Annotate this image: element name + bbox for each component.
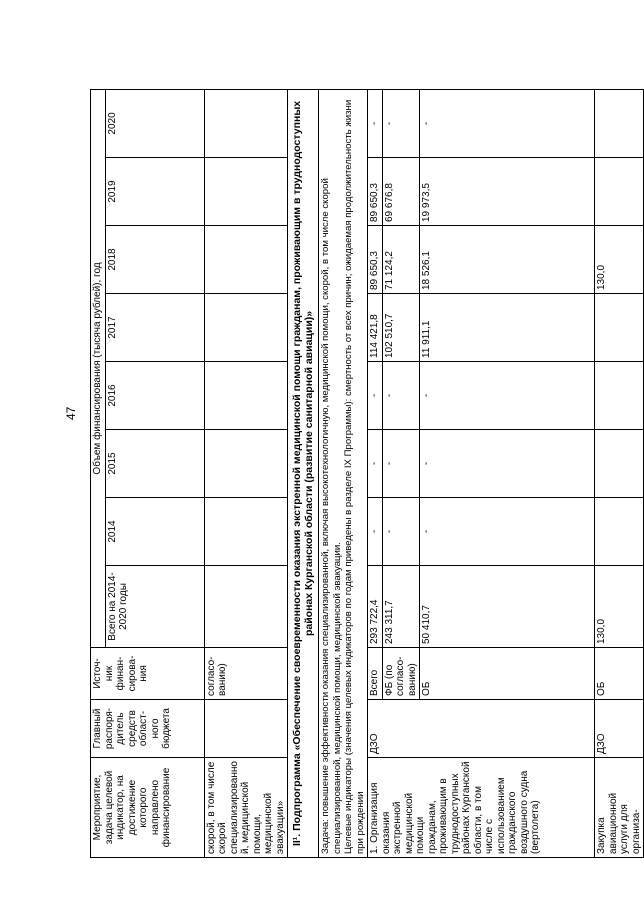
subprogram-indicators: Целевые индикаторы (значения целевых индикаторов по годам приведены в разделе IX Программы): смертность от всех причин; ожидаемая продолжительность жизни при рождении xyxy=(343,99,366,854)
row1-activity: 1. Организация оказания экстренной медицинской помощи гражданам, проживающим в труднодоступных районах Курганской области, в том числе с использованием гражданского воздушного судна (вертолета) xyxy=(368,758,595,858)
row1-source-total: Всего xyxy=(368,648,383,700)
header-year-2014: 2014 xyxy=(105,498,204,566)
cell-value: - xyxy=(382,89,420,157)
subprogram-title: II¹. Подпрограмма «Обеспечение своевременности оказания экстренной медицинской помощи гражданам, проживающим в труднодоступных районах Курганской области (развитие санитарной авиации)» xyxy=(288,89,319,857)
header-financing-group: Объем финансирования (тысяча рублей), год xyxy=(91,89,106,647)
cell-value: - xyxy=(382,498,420,566)
cell-value: - xyxy=(382,430,420,498)
subprogram-title-row xyxy=(288,89,319,857)
cell-value: 130,0 xyxy=(595,226,644,294)
row1-source-ob: ОБ xyxy=(420,648,595,700)
cell-value: - xyxy=(368,362,383,430)
rotated-table-sheet xyxy=(90,90,642,858)
cell-value: - xyxy=(368,430,383,498)
header-year-2017: 2017 xyxy=(105,294,204,362)
cell-value xyxy=(595,362,644,430)
cell-value: 69 676,8 xyxy=(382,158,420,226)
cell-value: 102 510,7 xyxy=(382,294,420,362)
header-year-2019: 2019 xyxy=(105,158,204,226)
subprogram-task: Задача: повышение эффективности оказания специализированной, включая высокотехнологичную, медицинской помощи, скорой, в том числе скорой специализированной, медицинской помощи, медицинской эвакуации. xyxy=(320,178,343,854)
cell-value: - xyxy=(368,498,383,566)
continuation-row xyxy=(204,89,288,857)
subprogram-task-row xyxy=(319,89,368,857)
table-row xyxy=(368,89,383,857)
cell-value: - xyxy=(382,362,420,430)
row2-activity: Закупка авиационной услуги для организа- xyxy=(595,758,644,858)
cell-value: 19 973,5 xyxy=(420,158,595,226)
cell-value xyxy=(595,294,644,362)
cell-value: - xyxy=(368,89,383,157)
row1-manager: ДЗО xyxy=(368,700,595,758)
cell-value: - xyxy=(420,89,595,157)
header-year-2015: 2015 xyxy=(105,430,204,498)
cell-value: 50 410,7 xyxy=(420,566,595,648)
page-number: 47 xyxy=(64,406,78,420)
continuation-source: согласо-ванию) xyxy=(204,648,288,700)
cell-value xyxy=(595,158,644,226)
cell-value: 243 311,7 xyxy=(382,566,420,648)
cell-value: 89 650,3 xyxy=(368,226,383,294)
cell-value: 18 526,1 xyxy=(420,226,595,294)
header-source: Источ-ник финан-сирова-ния xyxy=(91,648,205,700)
cell-value xyxy=(595,89,644,157)
row1-total-all: 293 722,4 xyxy=(368,566,383,648)
header-year-2016: 2016 xyxy=(105,362,204,430)
header-year-2020: 2020 xyxy=(105,89,204,157)
header-row-1 xyxy=(91,89,106,857)
header-year-2018: 2018 xyxy=(105,226,204,294)
continuation-manager xyxy=(204,700,288,758)
cell-value: 71 124,2 xyxy=(382,226,420,294)
cell-value: 130,0 xyxy=(595,566,644,648)
cell-value xyxy=(595,430,644,498)
header-activity: Мероприятие, задача целевой индикатор, на достижение которого направлено финансирование xyxy=(91,758,205,858)
cell-value xyxy=(595,498,644,566)
continuation-activity: скорой, в том числе скорой специализированной, медицинской помощи, медицинской эвакуации» xyxy=(204,758,288,858)
row2-manager: ДЗО xyxy=(595,700,644,758)
cell-value: 114 421,8 xyxy=(368,294,383,362)
row2-source: ОБ xyxy=(595,648,644,700)
header-manager: Главный распоря-дитель средств област-ного бюджета xyxy=(91,700,205,758)
row1-source-fb: ФБ (по согласо-ванию) xyxy=(382,648,420,700)
cell-value: - xyxy=(420,498,595,566)
cell-value: 11 911,1 xyxy=(420,294,595,362)
financing-table xyxy=(90,89,644,858)
cell-value: - xyxy=(420,362,595,430)
cell-value: - xyxy=(420,430,595,498)
cell-value: 89 650,3 xyxy=(368,158,383,226)
table-row xyxy=(595,89,644,857)
header-total: Всего на 2014-2020 годы xyxy=(105,566,204,648)
